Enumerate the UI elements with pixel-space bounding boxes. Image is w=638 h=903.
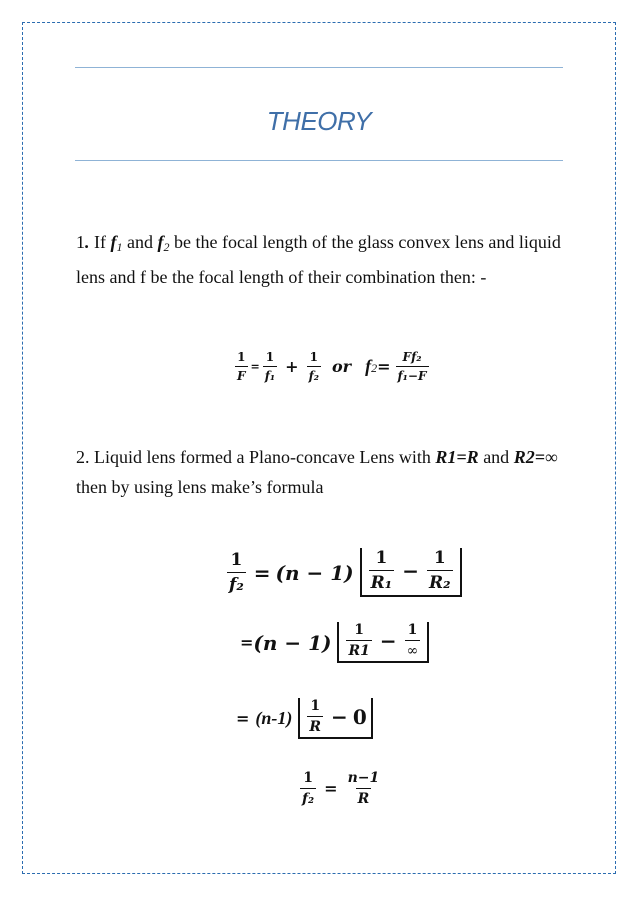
r2-definition: R2= [513, 447, 545, 467]
n-minus-1-factor: (n − 1) [253, 630, 332, 655]
frac-1-over-f1: $\frac{1}{\text{f₁}}$ [264, 350, 276, 383]
minus-sign: − [331, 704, 348, 729]
zero-value: 0 [352, 704, 367, 729]
f1-symbol: f [110, 232, 117, 252]
f2-symbol: f [157, 232, 164, 252]
equation-result [297, 770, 384, 807]
frac-1-over-R2: $\frac{1}{\text{R₂}}$ [428, 548, 451, 593]
f2-symbol: f2 [365, 356, 378, 376]
n-minus-1-factor: (n − 1) [275, 560, 354, 585]
para2-text-3: then by using lens make’s formula [76, 477, 324, 497]
paragraph-2 [76, 442, 576, 502]
equals-sign: = [236, 709, 250, 728]
infinity-symbol: ∞ [544, 447, 558, 467]
frac-1-over-infinity: $\frac{1}{\infty}$ [406, 622, 419, 659]
minus-sign: − [379, 628, 397, 653]
paragraph-1 [76, 227, 576, 292]
title-rule [75, 160, 563, 161]
f2-subscript: 2 [163, 240, 170, 254]
frac-1-over-f2: $\frac{1}{\text{f₂}}$ [229, 550, 244, 595]
frac-1-over-f2: $\frac{1}{\text{f₂}}$ [302, 770, 315, 807]
frac-1-over-F: $\frac{1}{F}$ [237, 350, 246, 383]
para1-text-1: If [89, 232, 111, 252]
page-title: THEORY [266, 106, 372, 136]
item-number: 1 [76, 232, 85, 252]
equation-step-3 [236, 698, 373, 739]
frac-1-over-R1: $\frac{1}{R1}$ [348, 622, 370, 659]
bracket-group [360, 548, 462, 597]
item-dot: . [85, 232, 90, 252]
bracket-group [337, 622, 429, 663]
equals-sign: = [250, 360, 260, 373]
frac-n-minus-1-over-R: $\frac{n-1}{R}$ [347, 770, 380, 807]
frac-1-over-f2: $\frac{1}{\text{f₂}}$ [308, 350, 319, 383]
r1-definition: R1=R [435, 447, 479, 467]
frac-1-over-R1: $\frac{1}{\text{R₁}}$ [370, 548, 393, 593]
para2-text-1: 2. Liquid lens formed a Plano-concave Lens with [76, 447, 436, 467]
equation-lens-maker [224, 548, 462, 597]
equals-sign: = [253, 560, 271, 585]
para1-text-3: be the focal length of the glass convex lens and liquid lens and f be the focal length of their combination then: - [76, 232, 561, 287]
para2-text-2: and [478, 447, 514, 467]
f1-subscript: 1 [116, 240, 123, 254]
equals-sign-2: = [377, 357, 391, 376]
plus-sign: + [285, 357, 299, 376]
equation-step-2 [240, 622, 429, 663]
n-minus-1-factor: (n-1) [255, 708, 293, 728]
or-word: or [332, 357, 352, 376]
minus-sign: − [402, 558, 419, 583]
equals-sign: = [324, 779, 338, 798]
equals-sign: = [240, 633, 254, 652]
frac-Ff2-over-f1-minus-F: $\frac{\text{Ff₂}}{\text{f₁−F}}$ [397, 350, 427, 383]
frac-1-over-R: $\frac{1}{R}$ [309, 698, 322, 735]
para1-text-2: and [122, 232, 158, 252]
equation-combination [232, 350, 432, 383]
top-rule [75, 67, 563, 68]
bracket-group [298, 698, 372, 739]
